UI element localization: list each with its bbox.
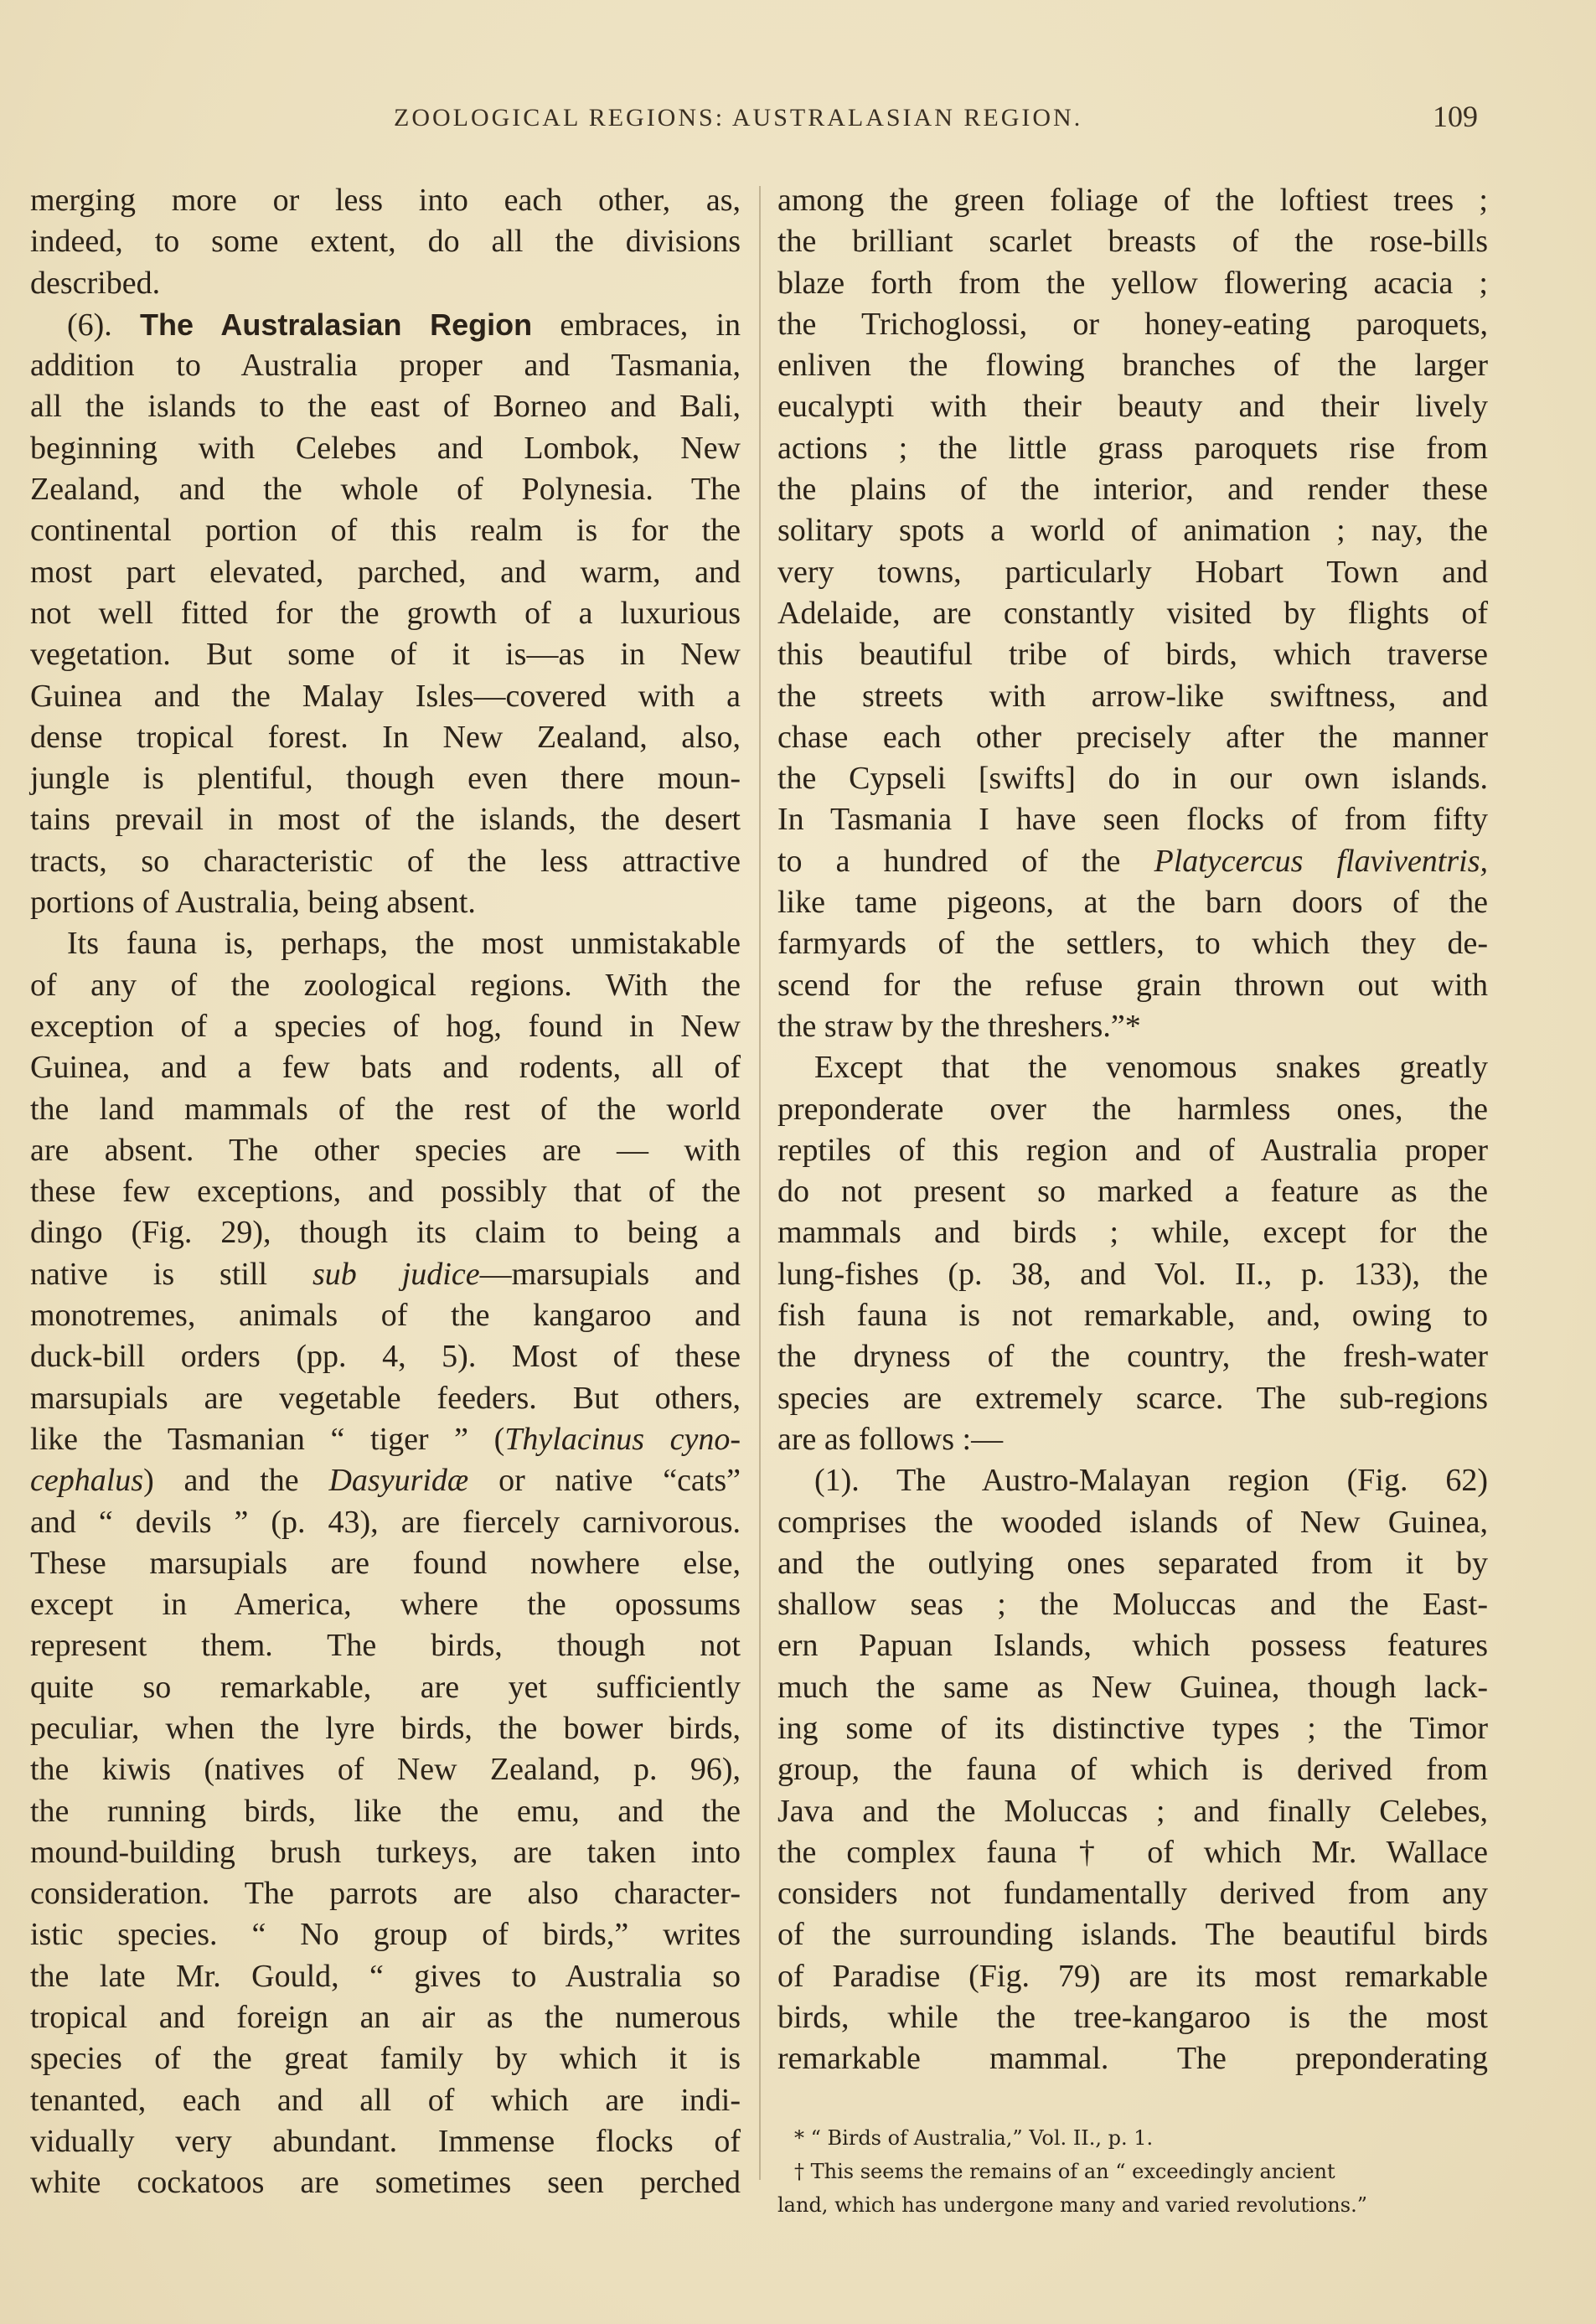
text-line: Guinea and the Malay Isles—covered with a <box>30 678 741 714</box>
text-line: birds, while the tree-kangaroo is the most <box>777 2000 1488 2036</box>
text-fragment: native is still <box>30 1256 268 1292</box>
text-line: the straw by the threshers.”* <box>777 1008 1141 1044</box>
text-line: eucalypti with their beauty and their lively <box>777 389 1488 425</box>
text-line: beginning with Celebes and Lombok, New <box>30 430 741 466</box>
page-number: 109 <box>1433 100 1478 133</box>
text-fragment: to a hundred of the <box>777 843 1121 879</box>
text-fragment: embraces, in <box>560 307 741 343</box>
text-line: of Paradise (Fig. 79) are its most remarkable <box>777 1958 1488 1994</box>
text-line: comprises the wooded islands of New Guinea, <box>777 1504 1488 1540</box>
text-line: tenanted, each and all of which are indi- <box>30 2082 741 2118</box>
text-line: these few exceptions, and possibly that of the <box>30 1174 741 1210</box>
text-line: Guinea, and a few bats and rodents, all of <box>30 1050 741 1086</box>
text-line: very towns, particularly Hobart Town and <box>777 554 1488 590</box>
text-line: addition to Australia proper and Tasmania, <box>30 348 741 384</box>
footnotes <box>777 2121 1488 2222</box>
text-line: istic species. “ No group of birds,” writes <box>30 1917 741 1953</box>
right-column <box>777 180 1488 2080</box>
text-line: described. <box>30 265 161 301</box>
text-line: Zealand, and the whole of Polynesia. The <box>30 472 741 508</box>
column-divider <box>759 186 761 2180</box>
text-line: merging more or less into each other, as, <box>30 183 741 218</box>
text-line: white cockatoos are sometimes seen perched <box>30 2165 741 2201</box>
text-line: consideration. The parrots are also character- <box>30 1876 741 1912</box>
text-line: the Trichoglossi, or honey-eating paroquets, <box>777 306 1488 342</box>
text-line: are absent. The other species are — with <box>30 1132 741 1168</box>
text-line: reptiles of this region and of Australia proper <box>777 1132 1488 1168</box>
text-line: the brilliant scarlet breasts of the rose-bills <box>777 224 1488 260</box>
text-line: Java and the Moluccas ; and finally Celebes, <box>777 1793 1488 1829</box>
text-line: vegetation. But some of it is—as in New <box>30 637 741 673</box>
text-line: fish fauna is not remarkable, and, owing to <box>777 1298 1488 1334</box>
running-head: ZOOLOGICAL REGIONS: AUSTRALASIAN REGION. <box>394 104 1083 132</box>
footnote-2-continued: land, which has undergone many and varied revolutions.” <box>777 2193 1367 2217</box>
italic-term: Thylacinus cyno- <box>504 1421 741 1457</box>
text-line: tracts, so characteristic of the less attractive <box>30 843 741 879</box>
text-fragment: —marsupials and <box>479 1256 741 1292</box>
text-line: the plains of the interior, and render these <box>777 472 1488 508</box>
text-line: this beautiful tribe of birds, which traverse <box>777 637 1488 673</box>
text-line: These marsupials are found nowhere else, <box>30 1545 741 1581</box>
text-line: of the surrounding islands. The beautiful birds <box>777 1917 1488 1953</box>
text-fragment: like the Tasmanian “ tiger ” ( <box>30 1421 505 1457</box>
text-line: do not present so marked a feature as the <box>777 1174 1488 1210</box>
text-line <box>30 1254 741 1295</box>
text-line: actions ; the little grass paroquets rise from <box>777 430 1488 466</box>
text-line: except in America, where the opossums <box>30 1587 741 1623</box>
text-line: scend for the refuse grain thrown out with <box>777 967 1488 1003</box>
text-line: chase each other precisely after the manner <box>777 719 1488 755</box>
text-line: all the islands to the east of Borneo and Bali, <box>30 389 741 425</box>
italic-term: Platycercus flaviventris, <box>1154 843 1488 879</box>
text-fragment: or native “cats” <box>498 1463 741 1499</box>
footnote-2: † This seems the remains of an “ exceedingly ancient <box>794 2160 1335 2183</box>
section-number: (6). <box>67 307 112 343</box>
italic-term: sub judice <box>312 1256 480 1292</box>
text-line: ern Papuan Islands, which possess features <box>777 1628 1488 1664</box>
left-column <box>30 180 741 2204</box>
text-line: tropical and foreign an air as the numerous <box>30 2000 741 2036</box>
text-line: not well fitted for the growth of a luxurious <box>30 595 741 631</box>
text-line: jungle is plentiful, though even there moun- <box>30 761 741 797</box>
text-line: exception of a species of hog, found in New <box>30 1008 741 1044</box>
text-line: remarkable mammal. The preponderating <box>777 2041 1488 2077</box>
text-line: the running birds, like the emu, and the <box>30 1793 741 1829</box>
text-line: like tame pigeons, at the barn doors of the <box>777 885 1488 921</box>
text-line: solitary spots a world of animation ; nay, the <box>777 513 1488 549</box>
text-line: species are extremely scarce. The sub-regions <box>777 1380 1488 1416</box>
text-line: enliven the flowing branches of the larger <box>777 348 1488 384</box>
text-line: shallow seas ; the Moluccas and the East- <box>777 1587 1488 1623</box>
text-line: quite so remarkable, are yet sufficiently <box>30 1669 741 1705</box>
text-line: represent them. The birds, though not <box>30 1628 741 1664</box>
italic-term: cephalus <box>30 1463 144 1499</box>
text-line: much the same as New Guinea, though lack- <box>777 1669 1488 1705</box>
text-line <box>777 841 1488 882</box>
text-line: the dryness of the country, the fresh-water <box>777 1339 1488 1375</box>
text-line: tains prevail in most of the islands, the desert <box>30 802 741 838</box>
text-line: In Tasmania I have seen flocks of from fifty <box>777 802 1488 838</box>
text-line: dense tropical forest. In New Zealand, also, <box>30 719 741 755</box>
text-line: blaze forth from the yellow flowering acacia ; <box>777 265 1488 301</box>
text-line: preponderate over the harmless ones, the <box>777 1091 1488 1127</box>
text-line <box>30 1419 741 1460</box>
text-line: portions of Australia, being absent. <box>30 885 476 921</box>
text-line: the late Mr. Gould, “ gives to Australia so <box>30 1958 741 1994</box>
text-line: ing some of its distinctive types ; the Timor <box>777 1710 1488 1746</box>
text-line: peculiar, when the lyre birds, the bower birds, <box>30 1710 741 1746</box>
text-line: of any of the zoological regions. With the <box>30 967 741 1003</box>
text-line: duck-bill orders (pp. 4, 5). Most of these <box>30 1339 741 1375</box>
text-line: vidually very abundant. Immense flocks of <box>30 2123 741 2159</box>
text-line: and “ devils ” (p. 43), are fiercely carnivorous. <box>30 1504 741 1540</box>
text-line: group, the fauna of which is derived from <box>777 1752 1488 1788</box>
page-header <box>0 94 1596 144</box>
text-line: lung-fishes (p. 38, and Vol. II., p. 133), the <box>777 1256 1488 1292</box>
text-line: Its fauna is, perhaps, the most unmistakable <box>67 926 741 962</box>
italic-term: Dasyuridæ <box>328 1463 469 1499</box>
text-line: farmyards of the settlers, to which they de- <box>777 926 1488 962</box>
text-line: and the outlying ones separated from it by <box>777 1545 1488 1581</box>
text-line: the kiwis (natives of New Zealand, p. 96), <box>30 1752 741 1788</box>
section-heading: The Australasian Region <box>140 307 533 342</box>
text-line: Adelaide, are constantly visited by flights of <box>777 595 1488 631</box>
text-line: indeed, to some extent, do all the divisions <box>30 224 741 260</box>
text-line <box>30 1460 741 1501</box>
text-line: the streets with arrow-like swiftness, and <box>777 678 1488 714</box>
text-fragment: ) and the <box>143 1463 299 1499</box>
text-line: are as follows :— <box>777 1421 1004 1457</box>
text-line: the complex fauna† of which Mr. Wallace <box>777 1834 1488 1870</box>
text-line: mammals and birds ; while, except for the <box>777 1215 1488 1251</box>
text-line: monotremes, animals of the kangaroo and <box>30 1298 741 1334</box>
text-line: considers not fundamentally derived from any <box>777 1876 1488 1912</box>
text-line: marsupials are vegetable feeders. But others, <box>30 1380 741 1416</box>
text-line: (1). The Austro-Malayan region (Fig. 62) <box>814 1463 1488 1499</box>
text-line: the land mammals of the rest of the world <box>30 1091 741 1127</box>
text-line: dingo (Fig. 29), though its claim to being a <box>30 1215 741 1251</box>
footnote-1: * “ Birds of Australia,” Vol. II., p. 1. <box>794 2126 1154 2150</box>
text-line: continental portion of this realm is for the <box>30 513 741 549</box>
text-line: mound-building brush turkeys, are taken into <box>30 1834 741 1870</box>
text-line: most part elevated, parched, and warm, and <box>30 554 741 590</box>
text-line <box>30 304 741 345</box>
text-line: Except that the venomous snakes greatly <box>814 1050 1488 1086</box>
text-line: species of the great family by which it is <box>30 2041 741 2077</box>
text-line: the Cypseli [swifts] do in our own islands. <box>777 761 1488 797</box>
text-line: among the green foliage of the loftiest trees ; <box>777 183 1488 218</box>
